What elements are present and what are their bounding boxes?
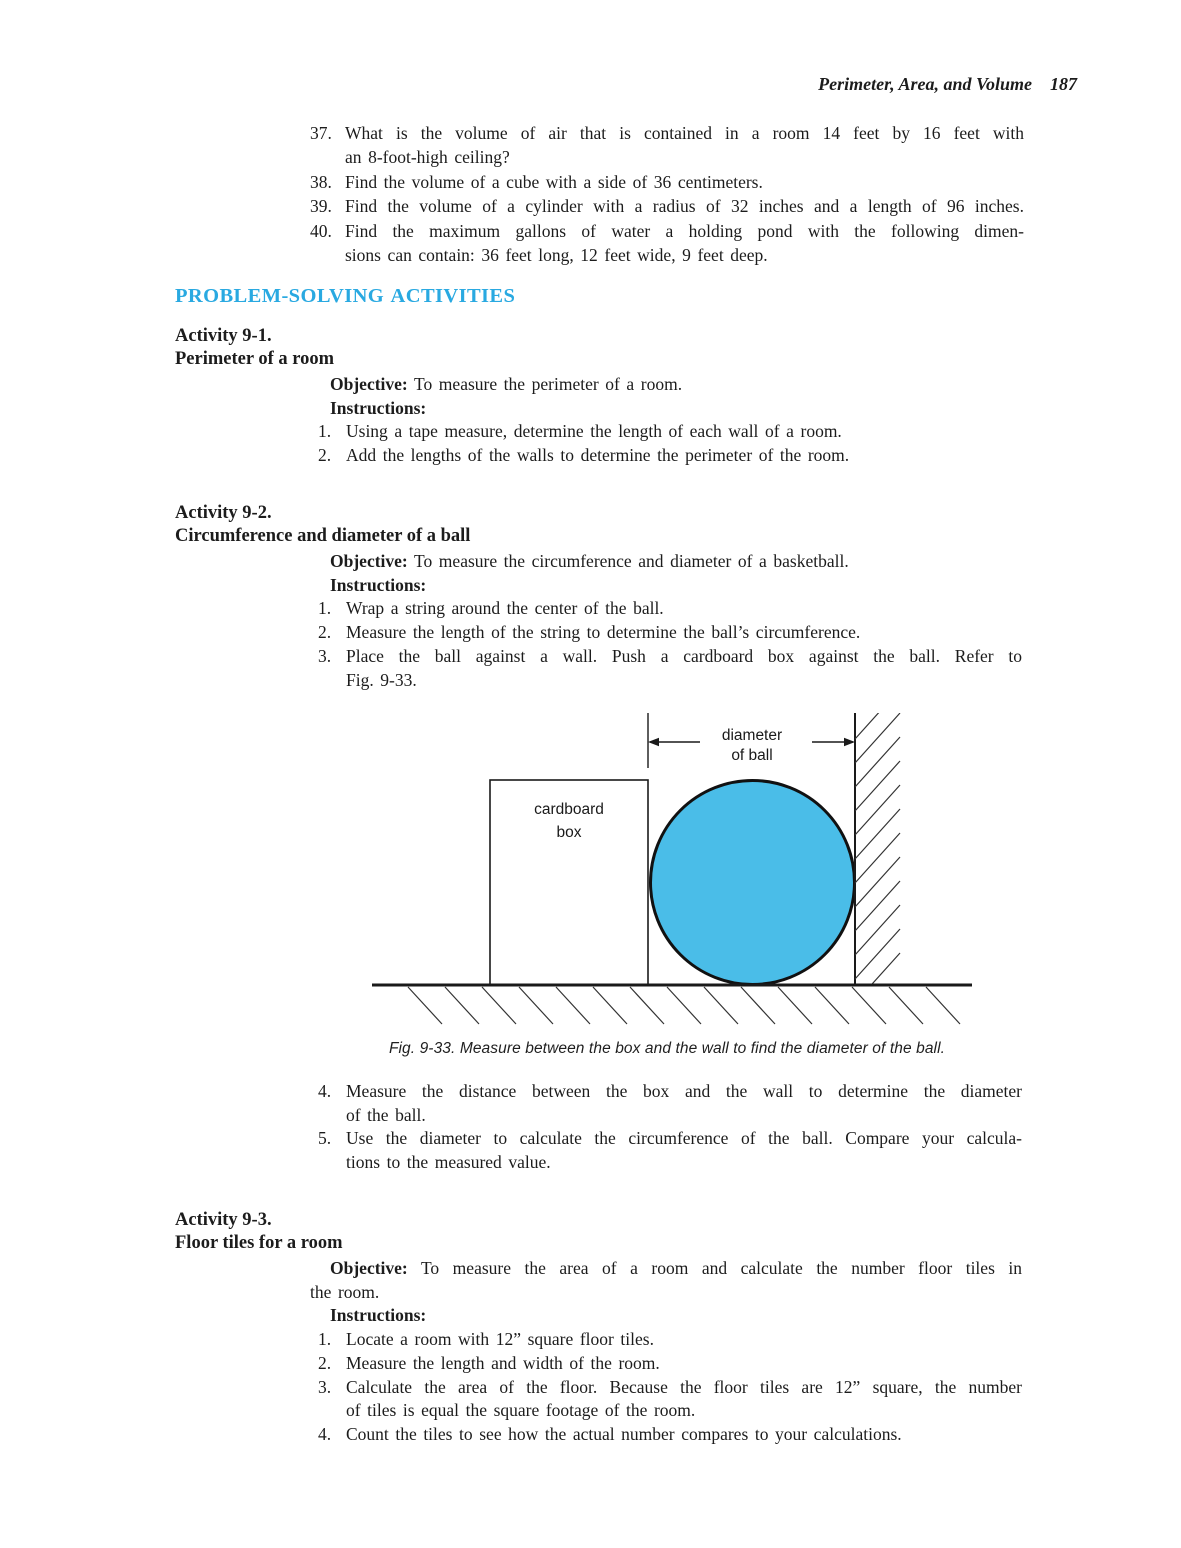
running-head-title: Perimeter, Area, and Volume — [818, 74, 1032, 94]
problem-number: 37. — [310, 123, 332, 143]
step-line: Measure the distance between the box and the wall to determine the diameter — [346, 1081, 1022, 1101]
problem-item-38 — [310, 170, 1024, 194]
activity-title: Circumference and diameter of a ball — [175, 526, 471, 547]
step-number: 1. — [318, 1329, 332, 1350]
activity-title: Floor tiles for a room — [175, 1233, 343, 1254]
step-line: Calculate the area of the floor. Because the floor tiles are 12” square, the number — [346, 1376, 1022, 1397]
activity-title: Perimeter of a room — [175, 349, 335, 370]
page-number: 187 — [1050, 74, 1077, 94]
step-line: Using a tape measure, determine the length of each wall of a room. — [346, 421, 842, 442]
arrowhead-right — [844, 738, 855, 746]
diameter-label-line1: diameter — [721, 727, 783, 744]
activity-9-1-body — [310, 373, 1022, 468]
problems-list — [310, 121, 1024, 267]
instructions-label: Instructions: — [330, 574, 427, 595]
ball — [651, 781, 855, 985]
step-number: 4. — [318, 1423, 332, 1444]
step-line: Measure the length and width of the room. — [346, 1352, 660, 1373]
objective-label: Objective: — [330, 1258, 408, 1278]
step-line: Locate a room with 12” square floor tiles. — [346, 1329, 654, 1350]
figure-9-33 — [360, 704, 990, 1036]
problem-number: 38. — [310, 171, 332, 192]
objective-continuation: the room. — [310, 1281, 380, 1302]
objective-text: To measure the circumference and diameter of a basketball. — [414, 551, 849, 571]
problem-item-40 — [310, 219, 1024, 268]
step-line: Measure the length of the string to determine the ball’s circumference. — [346, 622, 861, 643]
step-3 — [310, 645, 1022, 692]
activity-9-3-body — [310, 1257, 1022, 1447]
objective-text: To measure the area of a room and calculate the number floor tiles in — [420, 1258, 1022, 1278]
activity-id: Activity 9-3. — [175, 1210, 272, 1230]
objective-line — [310, 1257, 1022, 1281]
step-line: Add the lengths of the walls to determine the perimeter of the room. — [346, 445, 850, 466]
step-number: 1. — [318, 598, 332, 619]
step-number: 1. — [318, 421, 332, 442]
step-2 — [310, 621, 1022, 645]
wall-hatching — [855, 704, 900, 1003]
figure-drawing — [360, 704, 990, 1036]
step-line: Place the ball against a wall. Push a cardboard box against the ball. Refer to — [346, 645, 1022, 666]
step-line: Count the tiles to see how the actual number compares to your calculations. — [346, 1423, 902, 1444]
step-4 — [310, 1423, 1022, 1447]
box-label-line1: cardboard — [534, 801, 604, 818]
objective-text: To measure the perimeter of a room. — [414, 374, 683, 394]
problem-line: Find the volume of a cube with a side of 36 centimeters. — [345, 171, 763, 192]
step-number: 3. — [318, 1376, 332, 1397]
step-1 — [310, 597, 1022, 621]
problem-number: 39. — [310, 196, 332, 217]
step-number: 2. — [318, 1352, 332, 1373]
step-line: Fig. 9-33. — [346, 669, 417, 690]
step-2 — [310, 1352, 1022, 1376]
running-head — [818, 74, 1077, 95]
activity-9-3-heading — [175, 1209, 343, 1255]
instructions-label: Instructions: — [330, 1305, 427, 1326]
activity-9-2-heading — [175, 502, 470, 548]
problem-line: sions can contain: 36 feet long, 12 feet wide, 9 feet deep. — [345, 245, 768, 266]
step-5 — [310, 1127, 1022, 1174]
activity-9-2-steps-after-figure — [310, 1080, 1022, 1175]
problem-line: an 8-foot-high ceiling? — [345, 147, 510, 168]
figure-caption: Fig. 9-33. Measure between the box and the wall to find the diameter of the ball. — [388, 1040, 946, 1057]
diameter-label-line2: of ball — [731, 747, 773, 764]
activity-9-1-heading — [175, 325, 334, 371]
activity-id: Activity 9-2. — [175, 503, 272, 523]
step-2 — [310, 444, 1022, 468]
objective-label: Objective: — [330, 551, 408, 571]
problem-line: What is the volume of air that is contained in a room 14 feet by 16 feet with — [345, 123, 1024, 143]
step-3 — [310, 1376, 1022, 1423]
activity-id: Activity 9-1. — [175, 326, 272, 346]
problem-line: Find the maximum gallons of water a holding pond with the following dimen- — [345, 220, 1024, 241]
step-4 — [310, 1080, 1022, 1127]
objective-line — [310, 373, 1022, 397]
step-line: Use the diameter to calculate the circumference of the ball. Compare your calcula- — [346, 1128, 1022, 1149]
problem-line: Find the volume of a cylinder with a radius of 32 inches and a length of 96 inches. — [345, 196, 1024, 217]
floor-hatching — [408, 987, 960, 1024]
step-number: 5. — [318, 1128, 332, 1149]
problem-item-39 — [310, 194, 1024, 218]
problem-number: 40. — [310, 220, 332, 241]
step-line: Wrap a string around the center of the ball. — [346, 598, 664, 619]
activity-9-2-body — [310, 550, 1022, 692]
problem-item-37 — [310, 121, 1024, 170]
objective-line — [310, 550, 1022, 574]
step-1 — [310, 1328, 1022, 1352]
section-heading: PROBLEM-SOLVING ACTIVITIES — [175, 285, 516, 307]
step-number: 2. — [318, 445, 332, 466]
step-line: of tiles is equal the square footage of the room. — [346, 1400, 696, 1421]
step-1 — [310, 420, 1022, 444]
step-number: 3. — [318, 645, 332, 666]
box-label-line2: box — [556, 824, 582, 841]
objective-label: Objective: — [330, 374, 408, 394]
step-number: 2. — [318, 622, 332, 643]
step-line: of the ball. — [346, 1104, 426, 1125]
arrowhead-left — [648, 738, 659, 746]
step-number: 4. — [318, 1081, 332, 1101]
step-line: tions to the measured value. — [346, 1152, 551, 1173]
instructions-label: Instructions: — [330, 397, 427, 418]
